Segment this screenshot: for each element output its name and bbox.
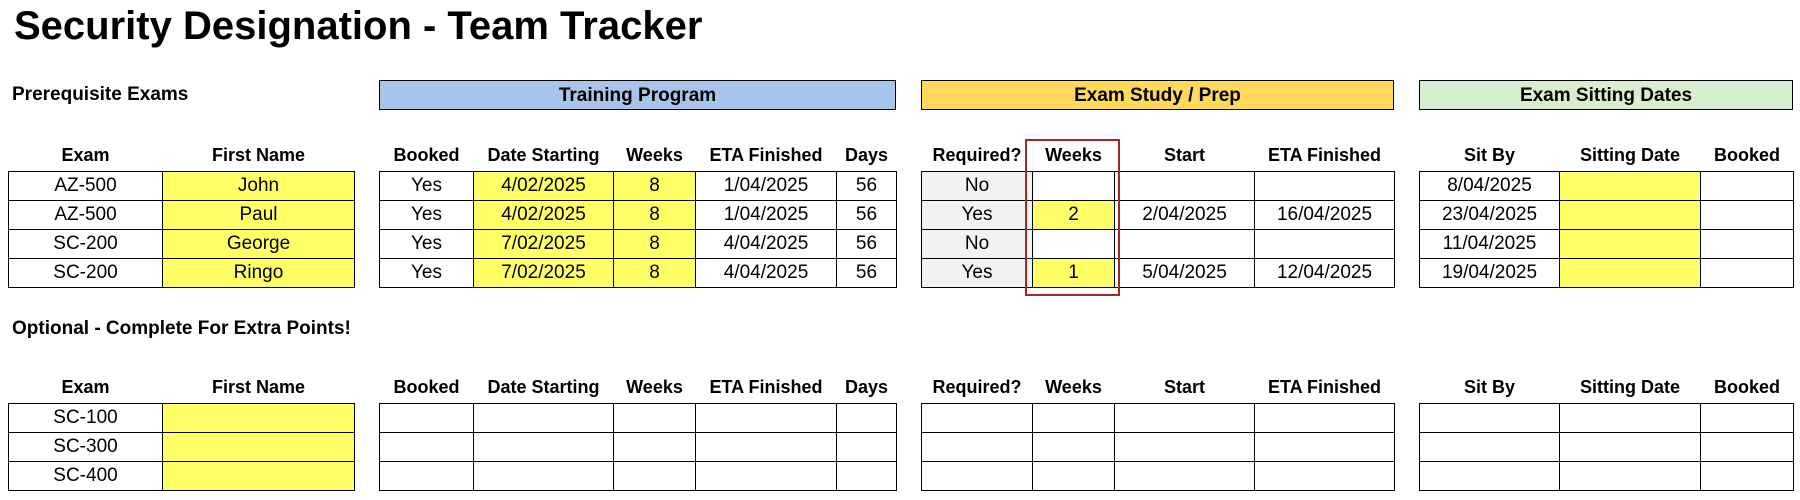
section-optional-title: Optional - Complete For Extra Points! bbox=[12, 318, 351, 339]
col-header-start: Start bbox=[1163, 376, 1205, 397]
table-row bbox=[9, 172, 355, 201]
table-row bbox=[380, 201, 897, 230]
col-header-exam: Exam bbox=[61, 376, 110, 397]
col-header-date-starting: Date Starting bbox=[487, 376, 600, 397]
cell-sitting-date[interactable] bbox=[1560, 201, 1701, 230]
col-header-start: Start bbox=[1163, 144, 1205, 165]
cell-sit-by[interactable]: 11/04/2025 bbox=[1420, 230, 1560, 259]
cell-sit-booked[interactable] bbox=[1701, 404, 1794, 433]
table-row bbox=[922, 433, 1395, 462]
col-header-first-name: First Name bbox=[211, 376, 306, 397]
col-header-prep-eta-finished: ETA Finished bbox=[1267, 376, 1381, 397]
cell-sitting-date[interactable] bbox=[1560, 462, 1701, 491]
cell-eta-finished[interactable]: 1/04/2025 bbox=[696, 201, 837, 230]
table-row bbox=[380, 433, 897, 462]
col-header-booked: Booked bbox=[393, 376, 460, 397]
cell-first-name[interactable]: Ringo bbox=[163, 259, 355, 288]
col-header-sitting-date: Sitting Date bbox=[1579, 144, 1680, 165]
cell-exam[interactable]: AZ-500 bbox=[9, 172, 163, 201]
col-header-required: Required? bbox=[932, 376, 1022, 397]
cell-prep-weeks[interactable] bbox=[1033, 404, 1115, 433]
col-header-days: Days bbox=[844, 376, 889, 397]
cell-start[interactable]: 2/04/2025 bbox=[1115, 201, 1255, 230]
cell-exam[interactable]: SC-400 bbox=[9, 462, 163, 491]
cell-sitting-date[interactable] bbox=[1560, 404, 1701, 433]
table-row bbox=[9, 201, 355, 230]
cell-prep-eta-finished[interactable] bbox=[1255, 172, 1395, 201]
col-header-weeks: Weeks bbox=[626, 144, 683, 165]
optional-exam-prep-table bbox=[921, 373, 1395, 491]
cell-days[interactable] bbox=[837, 433, 897, 462]
cell-sit-by[interactable]: 23/04/2025 bbox=[1420, 201, 1560, 230]
table-row bbox=[922, 172, 1395, 201]
prereq-sitting-table bbox=[1419, 141, 1794, 288]
col-header-sit-by: Sit By bbox=[1463, 376, 1515, 397]
cell-weeks[interactable]: 8 bbox=[614, 259, 696, 288]
page-title: Security Designation - Team Tracker bbox=[14, 4, 703, 48]
prereq-exam-prep-table bbox=[921, 141, 1395, 288]
table-row bbox=[922, 230, 1395, 259]
table-row bbox=[380, 259, 897, 288]
cell-prep-eta-finished[interactable] bbox=[1255, 230, 1395, 259]
cell-first-name[interactable] bbox=[163, 433, 355, 462]
cell-prep-weeks[interactable] bbox=[1033, 172, 1115, 201]
table-row bbox=[9, 230, 355, 259]
cell-sitting-date[interactable] bbox=[1560, 230, 1701, 259]
cell-date-starting[interactable] bbox=[474, 462, 614, 491]
optional-training-table bbox=[379, 373, 897, 491]
col-header-sit-booked: Booked bbox=[1713, 376, 1780, 397]
table-row bbox=[1420, 201, 1794, 230]
cell-first-name[interactable]: John bbox=[163, 172, 355, 201]
cell-booked[interactable]: Yes bbox=[380, 201, 474, 230]
cell-date-starting[interactable]: 7/02/2025 bbox=[474, 230, 614, 259]
cell-required-dropdown[interactable] bbox=[922, 404, 1033, 433]
col-header-required: Required? bbox=[932, 144, 1022, 165]
cell-weeks[interactable]: 8 bbox=[614, 172, 696, 201]
cell-sit-by[interactable] bbox=[1420, 433, 1560, 462]
col-header-sit-by: Sit By bbox=[1463, 144, 1515, 165]
cell-days[interactable] bbox=[837, 404, 897, 433]
cell-weeks[interactable] bbox=[614, 404, 696, 433]
cell-eta-finished[interactable] bbox=[696, 433, 837, 462]
cell-start[interactable] bbox=[1115, 230, 1255, 259]
cell-prep-eta-finished[interactable]: 12/04/2025 bbox=[1255, 259, 1395, 288]
cell-eta-finished[interactable]: 4/04/2025 bbox=[696, 230, 837, 259]
cell-weeks[interactable]: 8 bbox=[614, 201, 696, 230]
cell-date-starting[interactable]: 7/02/2025 bbox=[474, 259, 614, 288]
cell-days[interactable]: 56 bbox=[837, 201, 897, 230]
cell-date-starting[interactable]: 4/02/2025 bbox=[474, 172, 614, 201]
table-row bbox=[1420, 230, 1794, 259]
cell-eta-finished[interactable]: 1/04/2025 bbox=[696, 172, 837, 201]
cell-exam[interactable]: AZ-500 bbox=[9, 201, 163, 230]
cell-date-starting[interactable] bbox=[474, 404, 614, 433]
cell-exam[interactable]: SC-100 bbox=[9, 404, 163, 433]
table-row bbox=[1420, 172, 1794, 201]
table-row bbox=[9, 462, 355, 491]
cell-sit-booked[interactable] bbox=[1701, 433, 1794, 462]
cell-exam[interactable]: SC-200 bbox=[9, 259, 163, 288]
table-row bbox=[9, 433, 355, 462]
cell-days[interactable] bbox=[837, 462, 897, 491]
col-header-days: Days bbox=[844, 144, 889, 165]
cell-start[interactable] bbox=[1115, 433, 1255, 462]
table-row bbox=[380, 404, 897, 433]
cell-exam[interactable]: SC-200 bbox=[9, 230, 163, 259]
table-row bbox=[9, 404, 355, 433]
cell-date-starting[interactable] bbox=[474, 433, 614, 462]
cell-prep-eta-finished[interactable] bbox=[1255, 462, 1395, 491]
exam-prep-band: Exam Study / Prep bbox=[921, 80, 1394, 110]
cell-booked[interactable] bbox=[380, 462, 474, 491]
cell-sit-by[interactable]: 19/04/2025 bbox=[1420, 259, 1560, 288]
col-header-booked: Booked bbox=[393, 144, 460, 165]
table-row bbox=[380, 230, 897, 259]
exam-sitting-band: Exam Sitting Dates bbox=[1419, 80, 1793, 110]
table-row bbox=[922, 462, 1395, 491]
cell-days[interactable]: 56 bbox=[837, 230, 897, 259]
col-header-prep-weeks: Weeks bbox=[1045, 376, 1102, 397]
col-header-eta-finished: ETA Finished bbox=[709, 376, 823, 397]
cell-first-name[interactable]: George bbox=[163, 230, 355, 259]
cell-start[interactable] bbox=[1115, 404, 1255, 433]
cell-exam[interactable]: SC-300 bbox=[9, 433, 163, 462]
training-program-band: Training Program bbox=[379, 80, 896, 110]
table-row bbox=[1420, 259, 1794, 288]
cell-required-dropdown[interactable]: No bbox=[922, 230, 1033, 259]
cell-sit-booked[interactable] bbox=[1701, 201, 1794, 230]
cell-start[interactable] bbox=[1115, 172, 1255, 201]
col-header-exam: Exam bbox=[61, 144, 110, 165]
cell-sit-booked[interactable] bbox=[1701, 462, 1794, 491]
cell-required-dropdown[interactable] bbox=[922, 433, 1033, 462]
table-row bbox=[380, 462, 897, 491]
prereq-training-table bbox=[379, 141, 897, 288]
cell-eta-finished[interactable] bbox=[696, 404, 837, 433]
cell-sitting-date[interactable] bbox=[1560, 259, 1701, 288]
prereq-exam-table bbox=[8, 141, 355, 288]
cell-prep-weeks[interactable]: 2 bbox=[1033, 201, 1115, 230]
cell-prep-weeks[interactable] bbox=[1033, 462, 1115, 491]
cell-prep-weeks[interactable]: 1 bbox=[1033, 259, 1115, 288]
table-row bbox=[922, 404, 1395, 433]
cell-booked[interactable] bbox=[380, 433, 474, 462]
cell-prep-weeks[interactable] bbox=[1033, 230, 1115, 259]
cell-eta-finished[interactable] bbox=[696, 462, 837, 491]
cell-required-dropdown[interactable]: Yes bbox=[922, 259, 1033, 288]
cell-sit-by[interactable]: 8/04/2025 bbox=[1420, 172, 1560, 201]
col-header-eta-finished: ETA Finished bbox=[709, 144, 823, 165]
cell-sit-booked[interactable] bbox=[1701, 172, 1794, 201]
table-row bbox=[922, 201, 1395, 230]
col-header-prep-eta-finished: ETA Finished bbox=[1267, 144, 1381, 165]
cell-sit-booked[interactable] bbox=[1701, 230, 1794, 259]
cell-weeks[interactable] bbox=[614, 433, 696, 462]
cell-sitting-date[interactable] bbox=[1560, 433, 1701, 462]
optional-exam-table bbox=[8, 373, 355, 491]
cell-eta-finished[interactable]: 4/04/2025 bbox=[696, 259, 837, 288]
cell-booked[interactable]: Yes bbox=[380, 259, 474, 288]
col-header-date-starting: Date Starting bbox=[487, 144, 600, 165]
cell-prep-eta-finished[interactable]: 16/04/2025 bbox=[1255, 201, 1395, 230]
table-row bbox=[9, 259, 355, 288]
cell-first-name[interactable] bbox=[163, 462, 355, 491]
cell-prep-weeks[interactable] bbox=[1033, 433, 1115, 462]
table-row bbox=[380, 172, 897, 201]
cell-required-dropdown[interactable]: No bbox=[922, 172, 1033, 201]
cell-days[interactable]: 56 bbox=[837, 172, 897, 201]
cell-sitting-date[interactable] bbox=[1560, 172, 1701, 201]
cell-days[interactable]: 56 bbox=[837, 259, 897, 288]
cell-start[interactable]: 5/04/2025 bbox=[1115, 259, 1255, 288]
table-row bbox=[1420, 404, 1794, 433]
table-row bbox=[922, 259, 1395, 288]
cell-first-name[interactable]: Paul bbox=[163, 201, 355, 230]
cell-booked[interactable] bbox=[380, 404, 474, 433]
col-header-prep-weeks: Weeks bbox=[1045, 144, 1102, 165]
cell-required-dropdown[interactable] bbox=[922, 462, 1033, 491]
optional-sitting-table bbox=[1419, 373, 1794, 491]
cell-booked[interactable]: Yes bbox=[380, 172, 474, 201]
cell-weeks[interactable] bbox=[614, 462, 696, 491]
cell-sit-booked[interactable] bbox=[1701, 259, 1794, 288]
cell-prep-eta-finished[interactable] bbox=[1255, 404, 1395, 433]
table-row bbox=[1420, 462, 1794, 491]
col-header-sitting-date: Sitting Date bbox=[1579, 376, 1680, 397]
cell-start[interactable] bbox=[1115, 462, 1255, 491]
cell-prep-eta-finished[interactable] bbox=[1255, 433, 1395, 462]
col-header-first-name: First Name bbox=[211, 144, 306, 165]
cell-required-dropdown[interactable]: Yes bbox=[922, 201, 1033, 230]
section-prerequisite-title: Prerequisite Exams bbox=[12, 84, 189, 105]
cell-sit-by[interactable] bbox=[1420, 462, 1560, 491]
cell-booked[interactable]: Yes bbox=[380, 230, 474, 259]
cell-weeks[interactable]: 8 bbox=[614, 230, 696, 259]
cell-sit-by[interactable] bbox=[1420, 404, 1560, 433]
col-header-weeks: Weeks bbox=[626, 376, 683, 397]
table-row bbox=[1420, 433, 1794, 462]
cell-date-starting[interactable]: 4/02/2025 bbox=[474, 201, 614, 230]
col-header-sit-booked: Booked bbox=[1713, 144, 1780, 165]
cell-first-name[interactable] bbox=[163, 404, 355, 433]
